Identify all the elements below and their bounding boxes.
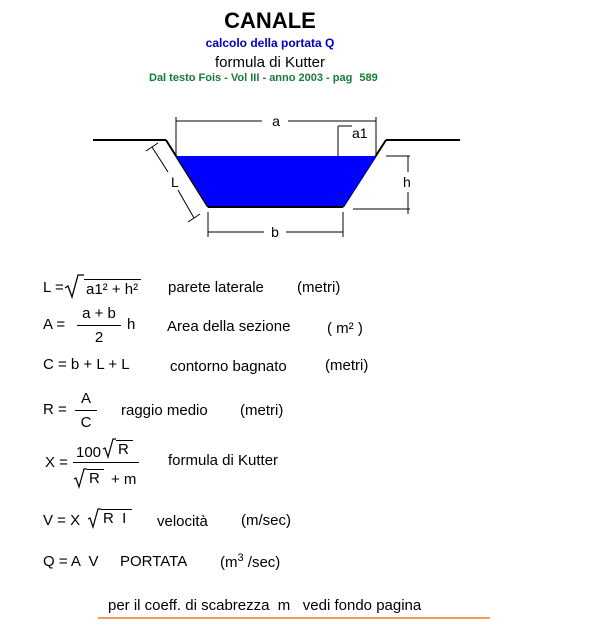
formula-R-numerator: A [80, 390, 91, 407]
formula-A-fraction [77, 305, 121, 346]
formula-A-lhs: A = [43, 316, 66, 333]
formula-X-desc: formula di Kutter [168, 452, 279, 469]
formula-R-fraction-bar [75, 410, 97, 411]
formula-X-num-radicand: R [116, 440, 133, 458]
formula-R-unit: (metri) [240, 402, 284, 419]
formula-Q-unit-sup: 3 [237, 552, 244, 564]
dim-L-tick-top [146, 143, 158, 151]
source-text: Dal testo Fois - Vol III - anno 2003 - pag [149, 72, 353, 84]
formula-Q-unit-pre: (m [220, 554, 238, 571]
formula-C-expr: C = b + L + L [43, 356, 130, 373]
formula-A-fraction-bar [77, 325, 121, 326]
dim-L-label: L [171, 174, 179, 190]
source-page: 589 [359, 72, 378, 84]
formula-X-den-radicand: R [87, 469, 104, 487]
footer-note: per il coeff. di scabrezza m vedi fondo pagina [108, 597, 422, 614]
formula-L-unit: (metri) [297, 279, 341, 296]
formula-Q-unit-post: /sec) [243, 554, 281, 571]
water-fill [176, 156, 376, 207]
formula-V-radicand: R I [101, 509, 132, 527]
formula-title: formula di Kutter [214, 54, 326, 71]
formula-L-desc: parete laterale [168, 279, 264, 296]
sqrt-sign-L [64, 273, 84, 299]
formula-V-lhs: V = X [43, 512, 81, 529]
formula-X-num-coef: 100 [76, 444, 102, 461]
formula-Q-unit [220, 552, 280, 571]
dim-a-label: a [272, 113, 280, 129]
dim-L-line-lower [178, 190, 194, 218]
formula-A-desc: Area della sezione [167, 318, 291, 335]
formula-X-fraction-bar [73, 462, 139, 463]
formula-V-desc: velocità [157, 513, 208, 530]
formula-X-den-tail: + m [111, 471, 137, 488]
formula-X-lhs: X = [45, 454, 68, 471]
formula-A-denominator: 2 [94, 329, 104, 346]
footer-underline [98, 617, 490, 619]
formula-L-lhs: L = [43, 279, 64, 296]
dim-a1-label: a1 [352, 125, 368, 141]
formula-C-desc: contorno bagnato [170, 358, 287, 375]
dim-L-line-upper [152, 147, 168, 172]
page-title: CANALE [224, 8, 316, 33]
sqrt-sign-X-den [73, 467, 87, 489]
formula-A-numerator: a + b [82, 305, 116, 322]
dim-b-label: b [271, 224, 279, 240]
formula-R-desc: raggio medio [121, 402, 208, 419]
formula-A-unit: ( m² ) [327, 320, 363, 337]
formula-R-lhs: R = [43, 401, 67, 418]
dim-L-tick-bottom [188, 214, 200, 222]
formula-Q-desc: PORTATA [120, 553, 188, 570]
formula-R-denominator: C [80, 414, 92, 431]
channel-cross-section-diagram [0, 0, 591, 250]
formula-L-radicand: a1² + h² [84, 279, 141, 298]
formula-A-tail: h [127, 316, 136, 333]
formula-V-unit: (m/sec) [241, 512, 291, 529]
formula-R-fraction [75, 390, 97, 431]
sqrt-sign-X-num [102, 437, 116, 459]
formula-C-unit: (metri) [325, 357, 369, 374]
formula-Q-expr: Q = A V [43, 553, 99, 570]
sqrt-sign-V [87, 507, 101, 529]
dim-h-label: h [403, 174, 411, 190]
page-subtitle: calcolo della portata Q [205, 36, 335, 50]
